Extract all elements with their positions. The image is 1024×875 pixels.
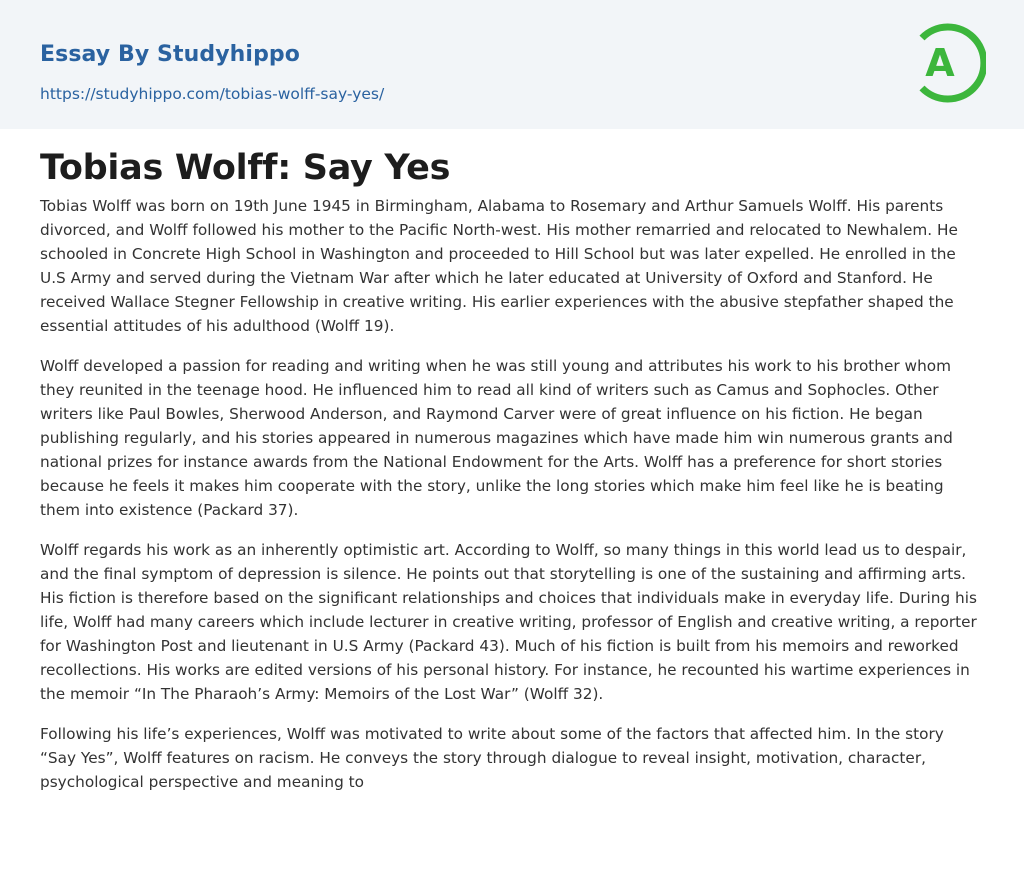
studyhippo-logo-icon[interactable]: [914, 20, 986, 106]
essay-paragraph: Tobias Wolff was born on 19th June 1945 in Birmingham, Alabama to Rosemary and Arthur Samuels Wolff. His parents divorced, and Wolff followed his mother to the Pacific North-west. His mother remarried and relocated to Newhalem. He schooled in Concrete High School in Washington and proceeded to Hill School but was later expelled. He enrolled in the U.S Army and served during the Vietnam War after which he later educated at University of Oxford and Stanford. He received Wallace Stegner Fellowship in creative writing. His earlier experiences with the abusive stepfather shaped the essential attitudes of his adulthood (Wolff 19).: [40, 197, 958, 335]
essay-paragraph: Wolff developed a passion for reading and writing when he was still young and attributes his work to his brother whom they reunited in the teenage hood. He influenced him to read all kind of writers such as Camus and Sophocles. Other writers like Paul Bowles, Sherwood Anderson, and Raymond Carver were of great influence on his fiction. He began publishing regularly, and his stories appeared in numerous magazines which have made him win numerous grants and national prizes for instance awards from the National Endowment for the Arts. Wolff has a preference for short stories because he feels it makes him cooperate with the story, unlike the long stories which make him feel like he is beating them into existence (Packard 37).: [40, 357, 953, 519]
logo-letter: A: [925, 41, 955, 85]
essay-url-link[interactable]: https://studyhippo.com/tobias-wolff-say-yes/: [40, 85, 385, 103]
site-brand-title: Essay By Studyhippo: [40, 42, 300, 67]
essay-title: Tobias Wolff: Say Yes: [40, 148, 451, 188]
site-header: [0, 0, 1024, 129]
essay-paragraph: Wolff regards his work as an inherently optimistic art. According to Wolff, so many things in this world lead us to despair, and the final symptom of depression is silence. He points out that storytelling is one of the sustaining and affirming arts. His fiction is therefore based on the significant relationships and choices that individuals make in everyday life. During his life, Wolff had many careers which include lecturer in creative writing, professor of English and creative writing, a reporter for Washington Post and lieutenant in U.S Army (Packard 43). Much of his fiction is built from his memoirs and reworked recollections. His works are edited versions of his personal history. For instance, he recounted his wartime experiences in the memoir “In The Pharaoh’s Army: Memoirs of the Lost War” (Wolff 32).: [40, 541, 977, 703]
essay-paragraph: Following his life’s experiences, Wolff was motivated to write about some of the factors that affected him. In the story “Say Yes”, Wolff features on racism. He conveys the story through dialogue to reveal insight, motivation, character, psychological perspective and meaning to: [40, 725, 944, 791]
essay-content: [0, 129, 1024, 794]
